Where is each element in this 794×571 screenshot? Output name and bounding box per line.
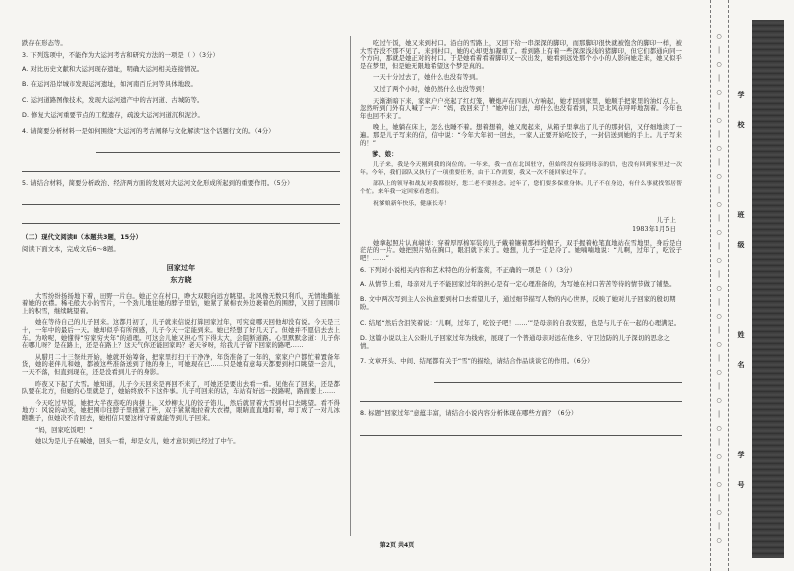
story-paragraph: 昨夜又下起了大雪。她知道，儿子今天回来是再回不来了，可她还是要出去看一看。见他在了回来，还是都队要在北方，但她的心里就是了，她始终放不下这件事。儿子可回来的话，车站有好远一段路呢，路面要上…… bbox=[22, 380, 340, 396]
question-6-option-a: A. 从情节上看，母亲对儿子不能回家过年的担心是有一定心理准备的，为写她在村口苦苦等待的情节做了铺垫。 bbox=[360, 280, 676, 288]
binding-line bbox=[728, 0, 729, 571]
scan-dark-band bbox=[752, 20, 784, 558]
letter-date: 1983年1月5日 bbox=[632, 226, 676, 234]
binding-label: 校 bbox=[737, 121, 745, 129]
intro-tail: 跌存在形态等。 bbox=[22, 40, 67, 47]
story-paragraph: “妈，回家吃饭吧！” bbox=[35, 426, 93, 434]
story-paragraph: 从腊月二十三祭灶开始，她就开始筹备，把家里打扫干干净净，年货准备了一年的，家家户户都忙着置备年货，她的老伴儿和她，都被这些准备送到了他的身上，可她现在已……只是她有意每天都要到村口眺望一会儿，一天不落，但直到现在，还是没看到儿子的身影。 bbox=[22, 353, 340, 376]
question-6-option-d: D. 这篇小说以主人公盼儿子回家过年为线索，展现了一个普通母亲对远在他乡、守卫边防的儿子深切的思念之情。 bbox=[360, 335, 670, 350]
binding-label: 班 bbox=[737, 211, 745, 219]
question-3-stem: 3. 下列选项中，不能作为大运河考古和研究方法的一项是（ ）（3分） bbox=[22, 51, 219, 59]
page-footer: 第2页 共4页 bbox=[379, 542, 415, 549]
binding-line bbox=[710, 0, 711, 571]
left-column bbox=[22, 40, 340, 450]
question-3-option-c: C. 运河道路图像技术，发现大运河遗产中的古河道、古城防等。 bbox=[22, 96, 204, 104]
letter-paragraph: 儿子来，我是今天刚到我的岗位的。一年来，我一直在北国驻守，但始终没有接到母亲的信，也没有回到家里过一次年。今年，我们部队又执行了一项重要任务，由于工作需要，我又一次不能回家过年了。 bbox=[360, 161, 682, 176]
section-heading: （二）现代文阅读Ⅱ（本题共3题，15分） bbox=[22, 234, 143, 242]
binding-label: 名 bbox=[737, 361, 745, 369]
answer-line[interactable] bbox=[360, 425, 682, 436]
question-4-stem: 4. 请简要分析材料一是如何围绕“大运河的考古阐释与文化解读”这个话题行文的。（4分） bbox=[22, 128, 275, 136]
right-column bbox=[360, 40, 682, 444]
binding-label: 级 bbox=[737, 241, 745, 249]
question-3-option-b: B. 在运河沿岸城市发现运河遗址，如河南百丘河等具体地段。 bbox=[22, 81, 197, 89]
question-8-stem: 8. 标题“回家过年”意蕴丰富，请结合小说内容分析体现在哪些方面？（6分） bbox=[360, 410, 578, 418]
letter-salutation: 爹、娘： bbox=[372, 151, 398, 159]
binding-label: 姓 bbox=[737, 331, 745, 339]
story-paragraph: 吃过午饭，她又来到村口。沿白的雪路上，又回下给一串深深的脚印，而那脚印很快就被饱含的脚印一样，被大雪吞没不那不见了。来到村口，她的心却更加凝重了。看到路上有着一些深深浅浅的猪脚印，但它们都通向同一个方向，那就是她正对的村口。于是她看着看着脚印又一次出发，她看到远处那个小小的人影向她走来，她又似乎是在梦里，但是她无限地希望这个梦是真的。 bbox=[360, 40, 682, 70]
section-instruction: 阅读下面文本，完成文后6～8题。 bbox=[22, 245, 120, 253]
question-6-option-c: C. 结尾“然后含泪笑着说：‘儿啊，过年了，吃饺子吧！……’”是母亲的自我安慰，也是与儿子在一起的心理满足。 bbox=[360, 319, 681, 327]
story-paragraph: 天渐渐暗下来，家家户户亮起了红灯笼，鞭炮声在四面八方响起，她才回到家里，她顺手把家里的油灯点上。忽然听到门外有人喊了一声：“妈，我回来了！”她冲出门去，却什么也没有看到，只是北风在呼呼地刮着。今年也年也回不来了。 bbox=[360, 97, 682, 120]
letter-paragraph: 祝爹娘新年快乐，健康长寿！ bbox=[373, 200, 450, 207]
story-paragraph: 一天十分过去了，她什么也没有等到。 bbox=[373, 74, 482, 82]
story-paragraph: 大雪纷纷扬扬地下着，田野一片白。她正立在村口，睁大双眼向远方眺望。北风像无数只利爪，无情地撕扯着她的衣襟。稀毛般大小的雪片，一个劲儿地往她的脖子里钻，她紧了紧棉衣外边裹着色的围脖，又回了回围巾上的积雪，继续眺望着。 bbox=[22, 292, 340, 315]
story-paragraph: 她拿起照片认真端详：穿着厚厚棉军装的儿子戴着镶着那样的帽子，双手握着枪笔直地站在雪地里，身后是白茫茫的一片。她把照片贴在胸口，眼泪就下来了。她想，儿子一定是冷了。她喃喃地说：“儿啊，过年了，吃饺子吧！……” bbox=[360, 239, 682, 263]
binding-label: 学 bbox=[737, 451, 745, 459]
binding-label: 号 bbox=[737, 481, 745, 489]
story-paragraph: 晚上，她躺在床上，怎么也睡不着。想着想着，她又爬起来，从箱子里拿出了儿子的那封信，又仔细地读了一遍。那是儿子写来的信，信中说：“今年大年初一回去，一家人正要开始吃饺子，一封信送到她的手上。儿子写来的！” bbox=[360, 124, 682, 147]
answer-line[interactable] bbox=[22, 161, 340, 172]
answer-line[interactable] bbox=[22, 213, 340, 224]
story-paragraph: 她在等待自己的儿子回来。这都月初了，儿子就来信说打算回家过年，可究竟哪天回他却没有说。今天是三十，一年中的最后一天。她却似乎有所预感，儿子今天一定能到来。她已经想了好几天了。但她并不愿信去去上车。为啥呢，她懂得“穷家穷夫年”的道理。可这会儿她又担心雪下得太大，会阻断道路。心里默默念道：儿子你在哪儿呀？是在路上，还是在路上？这天气你还能回家吗？老天爷呀，给我儿子留下回家的路吧…… bbox=[22, 319, 340, 350]
column-divider bbox=[350, 36, 351, 536]
answer-line[interactable] bbox=[360, 391, 682, 402]
question-3-option-d: D. 修复大运河重要节点的工程遗存，疏浚大运河河道沉积泥沙。 bbox=[22, 112, 204, 120]
answer-line[interactable] bbox=[22, 194, 340, 205]
question-3-option-a: A. 对比历史文献和大运河现存遗址，明确大运河相关连接情况。 bbox=[22, 65, 204, 73]
letter-signature: 儿子上 bbox=[656, 216, 676, 224]
answer-line[interactable] bbox=[96, 142, 340, 153]
story-author: 东方晓 bbox=[170, 276, 192, 285]
story-paragraph: 今天吃过早饭，她把大半夜蒸吃的肉拼上，又炒柳太儿的饺子馅儿，然后就冒着大雪到村口去眺望。看不得地方：风说的动笑，她把围巾往脖子里掖紧了些，双手紧紧地拉着大衣襟，眼睛直直地盯着，却丁成了一对儿冰瞧瞧子，但她决不肯回去，她相信只要这样守着就能等到儿子回来。 bbox=[22, 399, 340, 422]
story-paragraph: 她以为是儿子在喊她，回头一看，却是女儿，她才意识到已经过了中午。 bbox=[35, 438, 240, 446]
question-6-option-b: B. 文中两次写到主人公执意要到村口去看望儿子，通过细节描写人物的内心世界，反映了她对儿子回家的殷切期盼。 bbox=[360, 296, 676, 311]
story-title: 回家过年 bbox=[166, 264, 196, 273]
binding-dots: ○ │ ○ │ ○ │ ○ │ ○ │ ○ │ ○ │ ○ │ ○ │ ○ │ ○ │ ○ │ ○ │ ○ │ ○ │ ○ │ ○ │ ○ │ ○ bbox=[716, 33, 722, 544]
question-6-stem: 6. 下列对小说相关内容和艺术特色的分析鉴赏，不正确的一项是（ ）（3分） bbox=[360, 266, 577, 274]
answer-line[interactable] bbox=[434, 372, 682, 383]
letter-paragraph: 部队上的领导和战友对我都很好，您二老不要挂念。过年了，您们要多保重身体。儿子不在身边，有什么事就找邻居帮个忙。来年我一定回家看您们。 bbox=[360, 181, 682, 196]
binding-label: 学 bbox=[737, 91, 745, 99]
question-7-stem: 7. 文章开头、中间、结尾都有关于“雪”的描绘，请结合作品谈谈它的作用。（6分） bbox=[360, 358, 594, 366]
question-5-stem: 5. 请结合材料，简要分析政治、经济两方面的发展对大运河文化形成所起到的重要作用。（5分） bbox=[22, 180, 294, 188]
story-paragraph: 又过了两个小时，她仍然什么也没等到！ bbox=[373, 85, 489, 93]
